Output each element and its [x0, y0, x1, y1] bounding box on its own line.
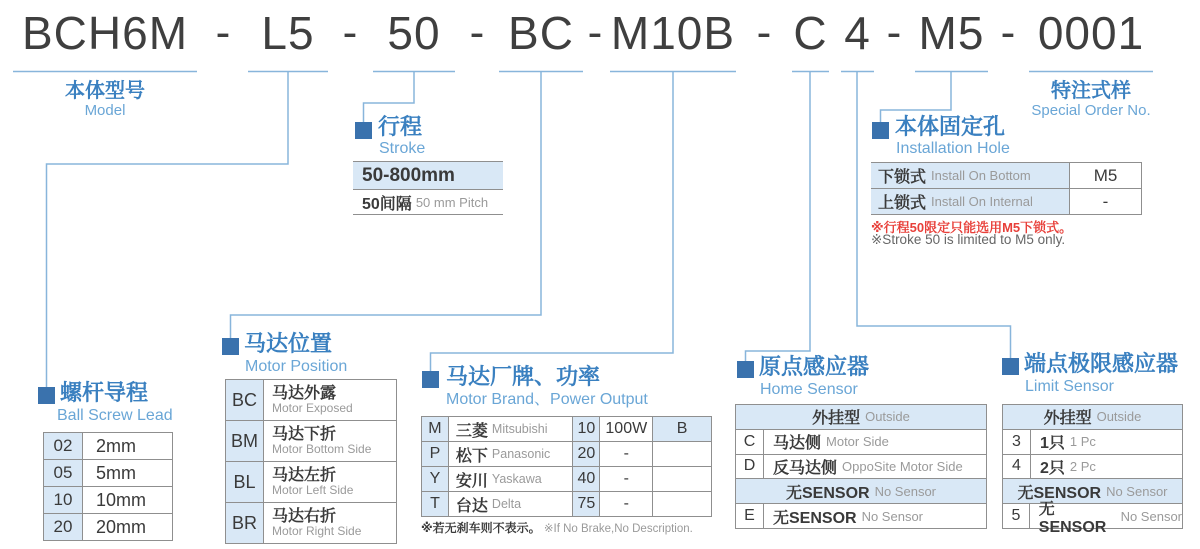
lead-code: 20: [44, 514, 83, 540]
header-en: No Sensor: [874, 483, 936, 499]
install-internal-label: [871, 189, 1070, 214]
home-sensor-code: E: [736, 504, 764, 528]
header-en: Outside: [1096, 409, 1142, 425]
brand-zh: 三菱: [455, 422, 488, 440]
brand-en: Yaskawa: [491, 472, 542, 486]
install-internal-value: -: [1102, 191, 1109, 211]
desc-en: No Sensor: [861, 508, 923, 524]
brand-en: Panasonic: [491, 447, 551, 461]
motor-position-en: Motor Right Side: [272, 524, 362, 539]
model-segment-motor-brand: M10B: [610, 7, 736, 59]
brand-code: T: [422, 492, 449, 516]
limit-sensor-title: 端点极限感应器: [1024, 351, 1179, 376]
stroke-subtitle: Stroke: [379, 140, 426, 157]
lead-value: 5mm: [96, 462, 136, 483]
brand-code: Y: [422, 467, 449, 491]
motor-brand-note-en: ※If No Brake,No Description.: [543, 523, 693, 535]
header-zh: 外挂型: [1043, 410, 1092, 428]
stroke-table: [353, 161, 503, 215]
special-order-label-en: Special Order No.: [1031, 102, 1151, 119]
installation-hole-subtitle: Installation Hole: [896, 140, 1010, 157]
table-row: [226, 380, 396, 421]
table-row: [422, 442, 711, 467]
brand-zh: 安川: [455, 472, 488, 490]
home-sensor-desc: [764, 505, 923, 528]
ball-screw-lead-title: 螺杆导程: [60, 380, 149, 405]
motor-position-desc: [264, 508, 361, 539]
table-row: [1003, 430, 1182, 455]
desc-en: OppoSite Motor Side: [842, 458, 963, 474]
motor-position-table: [225, 379, 397, 544]
install-bottom-en: Install On Bottom: [931, 168, 1031, 183]
brake-code: [653, 492, 711, 516]
stroke-pitch-en: 50 mm Pitch: [415, 194, 489, 210]
motor-position-section-marker: [222, 338, 239, 355]
motor-position-en: Motor Left Side: [272, 483, 354, 498]
install-bottom-label: [871, 163, 1070, 188]
model-label-en: Model: [84, 102, 126, 119]
limit-sensor-desc: [1031, 455, 1096, 478]
stroke-title: 行程: [378, 114, 423, 139]
header-en: Outside: [865, 409, 910, 425]
motor-brand-title: 马达厂牌、功率: [446, 364, 601, 389]
table-row: [736, 455, 986, 480]
table-row: [422, 492, 711, 517]
model-segment-limit-sensor: 4: [844, 7, 871, 59]
model-segment-body: BCH6M: [21, 7, 189, 59]
motor-position-desc: [264, 385, 353, 416]
home-sensor-header-outside: [736, 405, 986, 430]
model-dash: -: [1000, 8, 1016, 57]
motor-brand-subtitle: Motor Brand、Power Output: [446, 391, 648, 408]
brake-code: [653, 442, 711, 466]
model-dash: -: [587, 8, 603, 57]
motor-brand-note: [421, 519, 693, 536]
desc-zh: 反马达侧: [773, 459, 838, 477]
lead-code: 10: [44, 487, 83, 513]
power-code: 10: [573, 417, 600, 441]
lead-value: 2mm: [96, 435, 136, 456]
model-dash: -: [469, 8, 485, 57]
brand-name: [449, 467, 574, 491]
stroke-pitch-zh: 50间隔: [362, 195, 412, 213]
model-segment-home-sensor: C: [793, 7, 828, 59]
limit-sensor-code: 5: [1003, 504, 1030, 528]
lead-code: 02: [44, 433, 83, 459]
brake-code: B: [653, 417, 711, 441]
motor-position-code: BL: [226, 462, 264, 502]
lead-code: 05: [44, 460, 83, 486]
table-row: [871, 189, 1141, 215]
limit-sensor-section-marker: [1002, 358, 1019, 375]
installation-hole-section-marker: [872, 122, 889, 139]
motor-position-zh: 马达右折: [272, 507, 337, 525]
table-row: [422, 467, 711, 492]
home-sensor-code: D: [736, 455, 764, 479]
model-segment-install-hole: M5: [918, 7, 985, 59]
table-row: [44, 487, 172, 514]
limit-sensor-desc: [1031, 430, 1096, 453]
lead-value: 20mm: [96, 516, 147, 537]
table-row: [1003, 500, 1182, 536]
install-internal-en: Install On Internal: [931, 194, 1033, 209]
model-segment-lead: L5: [261, 7, 315, 59]
home-sensor-section-marker: [737, 361, 754, 378]
table-row: [1003, 455, 1182, 480]
desc-zh: 无SENSOR: [1038, 500, 1107, 536]
home-sensor-desc: [764, 455, 963, 478]
header-zh: 无SENSOR: [1017, 484, 1102, 502]
motor-position-code: BC: [226, 380, 264, 420]
power-value: -: [600, 467, 653, 491]
ball-screw-lead-section-marker: [38, 387, 55, 404]
stroke-range: 50-800mm: [362, 164, 455, 186]
power-value: -: [600, 442, 653, 466]
header-zh: 外挂型: [812, 410, 861, 428]
brand-name: [449, 417, 574, 441]
table-row: [226, 503, 396, 544]
home-sensor-title: 原点感应器: [759, 354, 870, 379]
table-row: [422, 417, 711, 442]
home-sensor-table: [735, 404, 987, 529]
brand-name: [449, 442, 574, 466]
ball-screw-lead-table: [43, 432, 173, 541]
installation-note-en: ※Stroke 50 is limited to M5 only.: [871, 232, 1066, 247]
brand-name: [449, 492, 574, 516]
header-en: No Sensor: [1106, 483, 1168, 499]
desc-en: 1 Pc: [1069, 434, 1096, 450]
lead-value: 10mm: [96, 489, 147, 510]
brand-en: Delta: [491, 497, 522, 511]
motor-position-subtitle: Motor Position: [245, 358, 348, 375]
stroke-pitch-row: [353, 190, 503, 215]
power-value: -: [600, 492, 653, 516]
desc-zh: 1只: [1040, 435, 1065, 453]
model-dash: -: [342, 8, 358, 57]
home-sensor-code: C: [736, 430, 764, 454]
brand-code: P: [422, 442, 449, 466]
desc-en: Motor Side: [826, 434, 889, 450]
brand-zh: 台达: [455, 497, 488, 515]
limit-sensor-desc: [1030, 496, 1182, 537]
motor-position-code: BR: [226, 503, 264, 543]
table-row: [44, 514, 172, 541]
home-sensor-header-nosensor: [736, 479, 986, 504]
installation-note-zh: ※行程50限定只能选用M5下锁式。: [871, 220, 1073, 235]
desc-en: No Sensor: [1120, 508, 1182, 524]
table-row: [44, 433, 172, 460]
motor-brand-table: [421, 416, 712, 517]
desc-zh: 无SENSOR: [773, 509, 857, 527]
model-segment-stroke: 50: [387, 7, 441, 59]
motor-position-desc: [264, 467, 353, 498]
table-row: [44, 460, 172, 487]
table-row: [226, 462, 396, 503]
table-row: [736, 430, 986, 455]
motor-position-zh: 马达左折: [272, 466, 337, 484]
install-bottom-zh: 下锁式: [878, 169, 927, 186]
desc-zh: 马达侧: [773, 435, 822, 453]
ball-screw-lead-subtitle: Ball Screw Lead: [57, 407, 173, 424]
motor-position-title: 马达位置: [244, 331, 333, 356]
limit-sensor-table: [1002, 404, 1183, 536]
install-internal-zh: 上锁式: [878, 195, 927, 212]
home-sensor-subtitle: Home Sensor: [760, 381, 858, 398]
desc-en: 2 Pc: [1069, 458, 1096, 474]
stroke-range-row: [353, 162, 503, 190]
table-row: [871, 163, 1141, 189]
model-dash: -: [886, 8, 902, 57]
model-label-zh: 本体型号: [65, 80, 145, 102]
brand-zh: 松下: [455, 447, 488, 465]
limit-sensor-header-outside: [1003, 405, 1182, 430]
model-segment-special-no: 0001: [1037, 7, 1145, 59]
brand-en: Mitsubishi: [491, 422, 548, 436]
limit-sensor-code: 3: [1003, 430, 1031, 454]
installation-hole-table: [871, 162, 1142, 215]
motor-position-en: Motor Bottom Side: [272, 442, 372, 457]
special-order-label-zh: 特注式样: [1051, 80, 1131, 102]
model-label: [13, 80, 197, 120]
power-value: 100W: [600, 417, 653, 441]
motor-position-zh: 马达外露: [272, 384, 337, 402]
limit-sensor-subtitle: Limit Sensor: [1025, 378, 1114, 395]
table-row: [226, 421, 396, 462]
desc-zh: 2只: [1040, 459, 1065, 477]
install-bottom-value: M5: [1093, 165, 1118, 185]
table-row: [736, 504, 986, 529]
motor-position-code: BM: [226, 421, 264, 461]
power-code: 75: [573, 492, 600, 516]
power-code: 20: [573, 442, 600, 466]
model-dash: -: [215, 8, 231, 57]
limit-sensor-code: 4: [1003, 455, 1031, 479]
model-segment-motor-pos: BC: [508, 7, 574, 59]
motor-brand-section-marker: [422, 371, 439, 388]
brand-code: M: [422, 417, 449, 441]
motor-brand-note-zh: ※若无刹车则不表示。: [421, 521, 541, 535]
power-code: 40: [573, 467, 600, 491]
special-order-label: [1025, 80, 1157, 120]
stroke-section-marker: [355, 122, 372, 139]
header-zh: 无SENSOR: [786, 484, 870, 502]
model-dash: -: [756, 8, 772, 57]
brake-code: [653, 467, 711, 491]
installation-hole-title: 本体固定孔: [895, 114, 1006, 139]
home-sensor-desc: [764, 430, 889, 453]
motor-position-zh: 马达下折: [272, 425, 337, 443]
motor-position-en: Motor Exposed: [272, 401, 353, 416]
motor-position-desc: [264, 426, 371, 457]
